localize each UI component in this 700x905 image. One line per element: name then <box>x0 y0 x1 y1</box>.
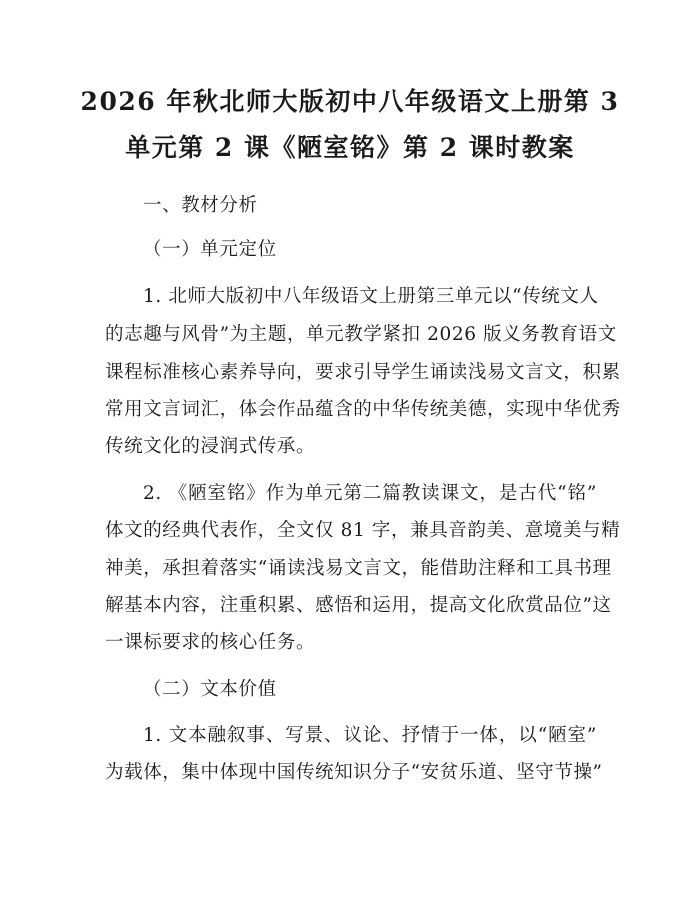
paragraph-1-line-4: 常用文言词汇，体会作品蕴含的中华传统美德，实现中华优秀 <box>105 399 621 420</box>
paragraph-2-line-4: 解基本内容，注重积累、感悟和运用，提高文化欣赏品位”这 <box>105 595 612 616</box>
paragraph-1-line-2: 的志趣与风骨”为主题，单元教学紧扣 2026 版义务教育语文 <box>105 324 617 345</box>
paragraph-1-line-5: 传统文化的浸润式传承。 <box>105 436 316 457</box>
paragraph-3-line-1: 1. 文本融叙事、写景、议论、抒情于一体，以“陋室” <box>143 725 597 746</box>
subsection-heading-text-value: （二）文本价值 <box>143 679 277 700</box>
paragraph-2-line-5: 一课标要求的核心任务。 <box>105 632 316 653</box>
paragraph-2-line-3: 神美，承担着落实“诵读浅易文言文，能借助注释和工具书理 <box>105 558 612 579</box>
paragraph-1-line-3: 课程标准核心素养导向，要求引导学生诵读浅易文言文，积累 <box>105 362 621 383</box>
paragraph-1-line-1: 1. 北师大版初中八年级语文上册第三单元以“传统文人 <box>143 286 599 307</box>
paragraph-2-line-2: 体文的经典代表作，全文仅 81 字，兼具音韵美、意境美与精 <box>105 520 621 541</box>
section-heading-materials-analysis: 一、教材分析 <box>143 195 258 216</box>
document-title-line-1: 2026 年秋北师大版初中八年级语文上册第 3 <box>80 87 620 116</box>
subsection-heading-unit-positioning: （一）单元定位 <box>143 239 277 260</box>
paragraph-2-line-1: 2. 《陋室铭》作为单元第二篇教读课文，是古代“铭” <box>143 483 597 504</box>
paragraph-3-line-2: 为载体，集中体现中国传统知识分子“安贫乐道、坚守节操” <box>105 762 603 783</box>
document-title-line-2: 单元第 2 课《陋室铭》第 2 课时教案 <box>125 133 575 162</box>
